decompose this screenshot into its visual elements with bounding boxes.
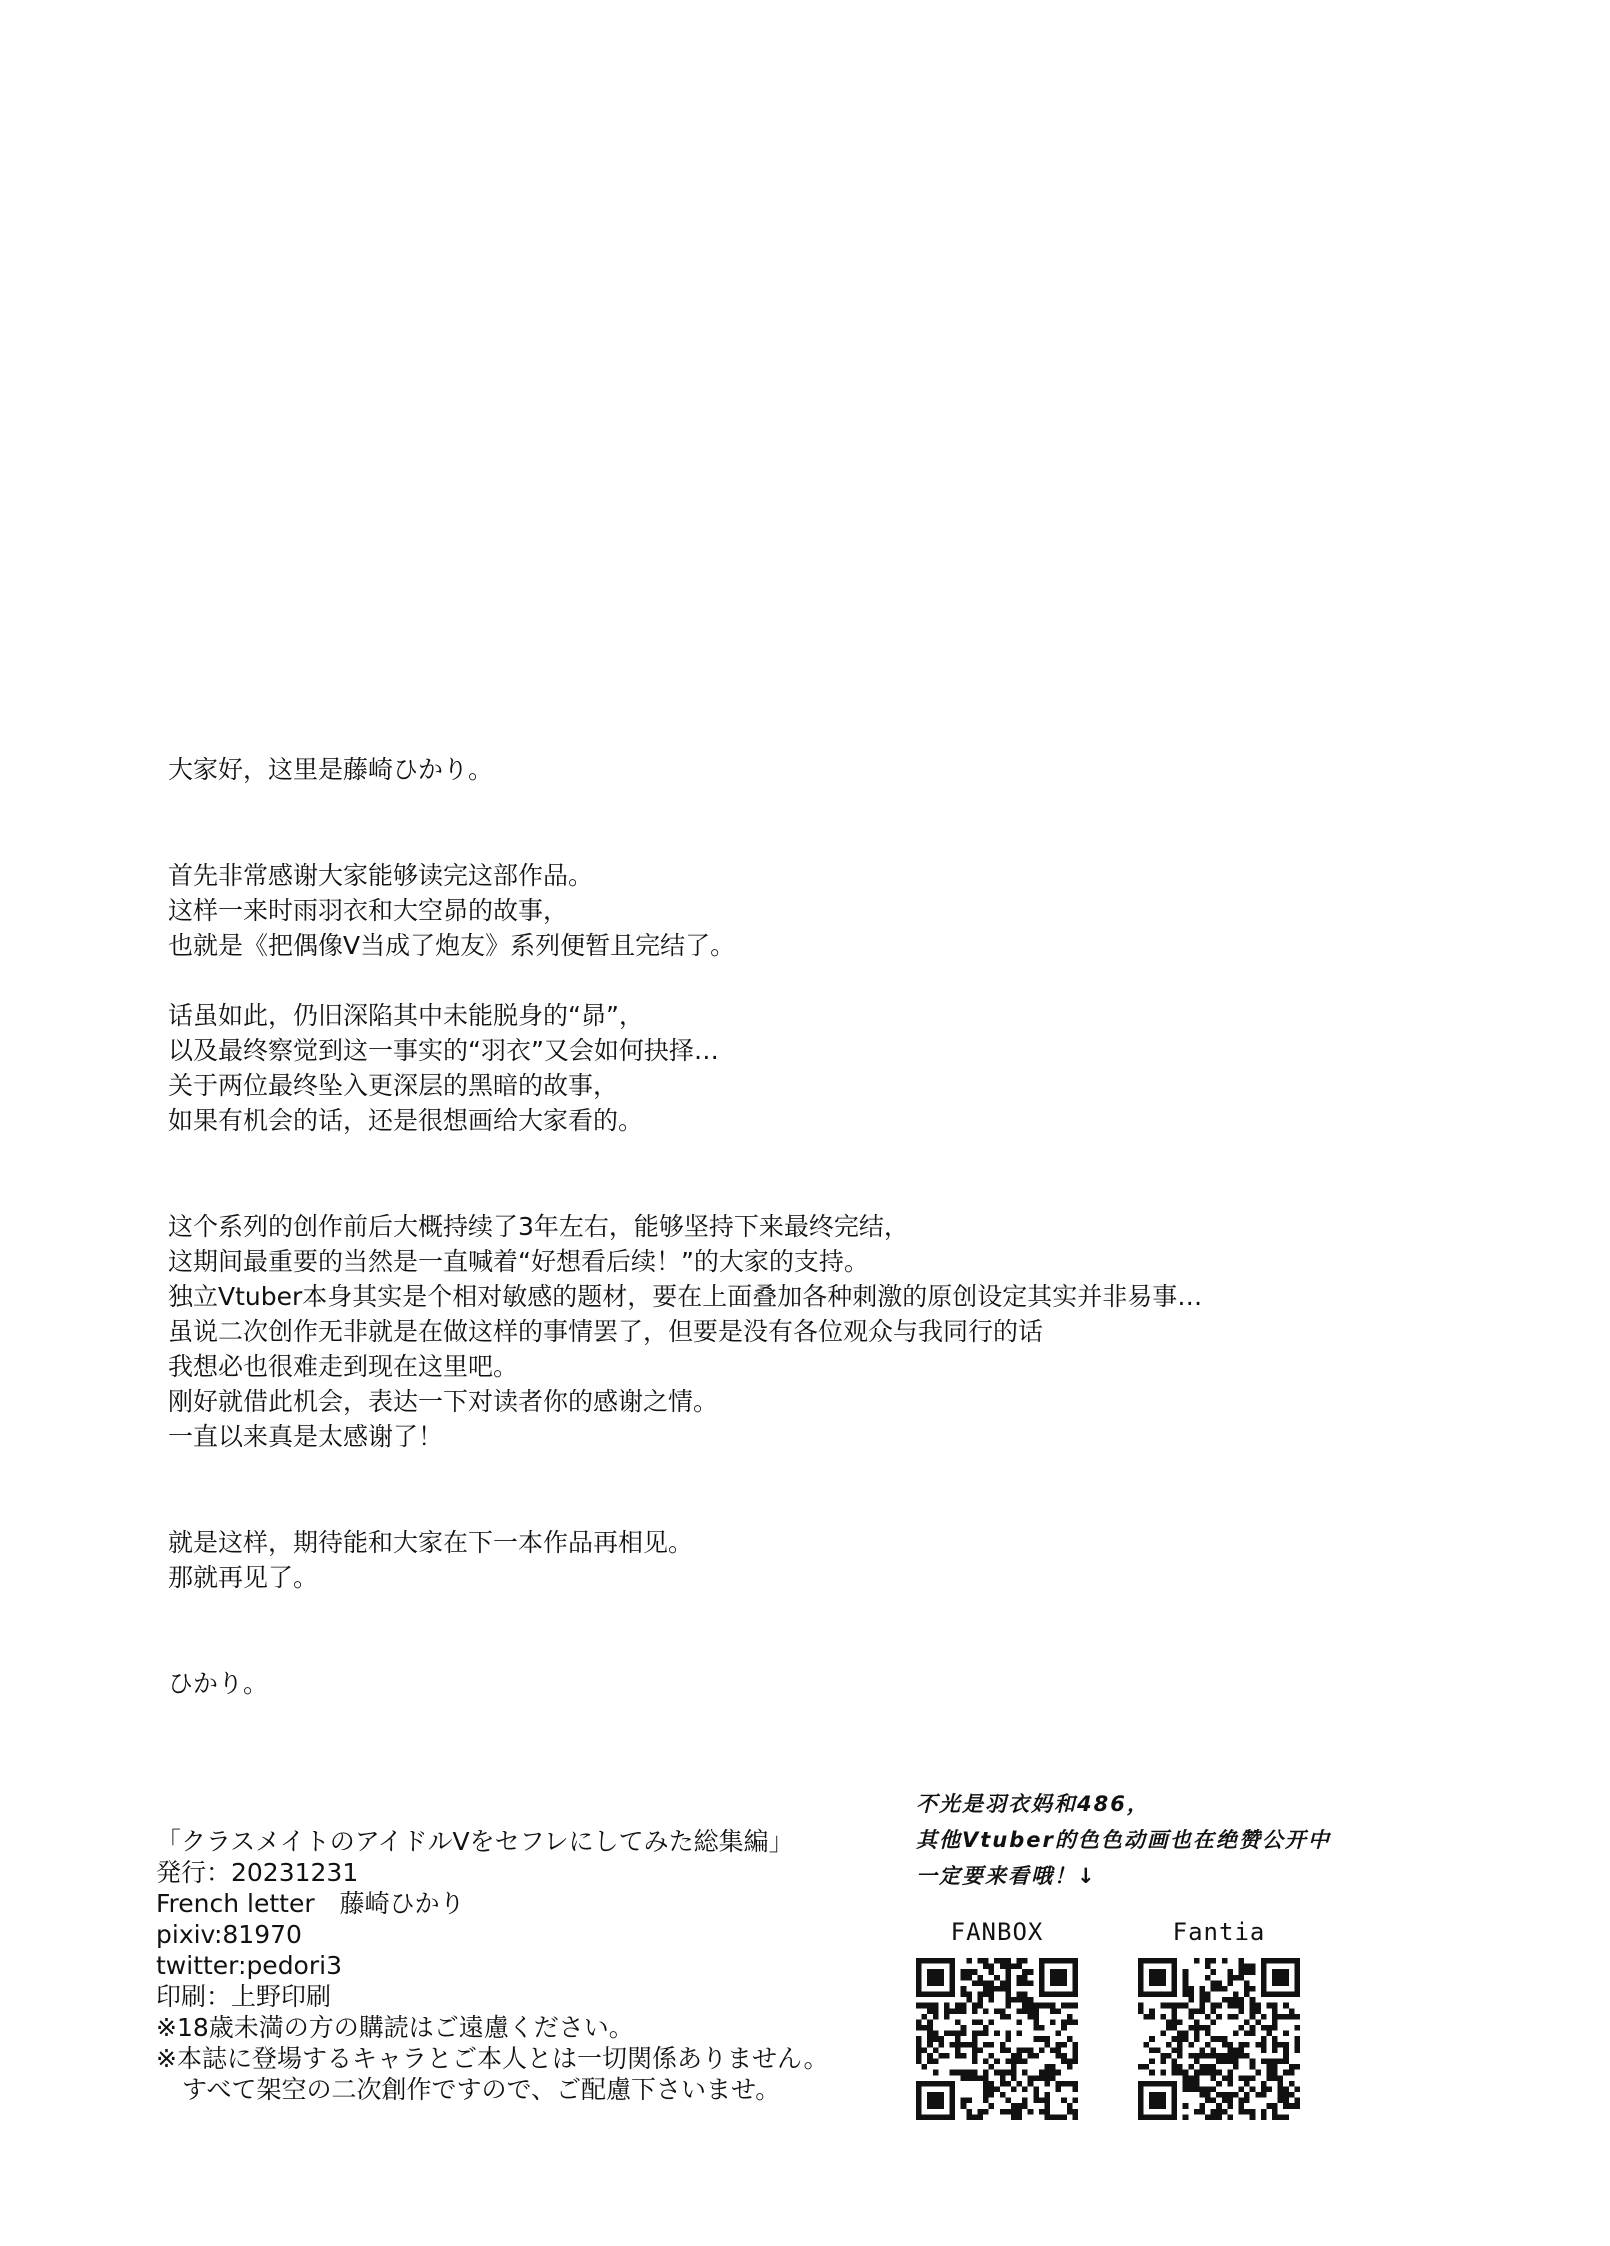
text-line: 首先非常感谢大家能够读完这部作品。 [168,861,594,890]
issue-date: 発行：20231231 [156,1858,359,1887]
text-line: 这样一来时雨羽衣和大空昴的故事， [168,896,569,925]
text-line: 如果有机会的话，还是很想画给大家看的。 [168,1106,644,1135]
paragraph-3 [168,1209,1368,1454]
text-line: 这个系列的创作前后大概持续了3年左右，能够坚持下来最终完结， [168,1212,909,1241]
text-line: 一直以来真是太感谢了！ [168,1422,444,1451]
text-line: 也就是《把偶像V当成了炮友》系列便暂且完结了。 [168,931,736,960]
paragraph-1 [168,858,1368,963]
promo-line: 不光是羽衣妈和486， [916,1792,1150,1816]
paragraph-2 [168,998,1368,1138]
promo-block [916,1786,1396,1946]
text-line: 那就再见了。 [168,1563,319,1592]
promo-line: 一定要来看哦！↓ [916,1864,1097,1888]
text-line: 虽说二次创作无非就是在做这样的事情罢了，但要是没有各位观众与我同行的话 [168,1317,1044,1346]
fantia-label: Fantia [1172,1918,1266,1946]
paragraph-4 [168,1525,1368,1595]
promo-line: 其他Vtuber的色色动画也在绝赞公开中 [916,1828,1331,1852]
fantia-qr-block [1138,1918,1300,2120]
age-notice: ※18歳未満の方の購読はご遠慮ください。 [156,2013,634,2042]
circle-name: French letter 藤崎ひかり [156,1889,465,1918]
text-line: 以及最终察觉到这一事实的“羽衣”又会如何抉择… [168,1036,719,1065]
text-line: 关于两位最终坠入更深层的黑暗的故事， [168,1071,619,1100]
signature: ひかり。 [168,1669,269,1698]
fanbox-qr-code[interactable] [916,1958,1078,2120]
fanbox-qr-block [916,1918,1078,2120]
pixiv-id: pixiv:81970 [156,1920,302,1949]
text-line: 刚好就借此机会，表达一下对读者你的感谢之情。 [168,1387,719,1416]
book-title: 「クラスメイトのアイドルVをセフレにしてみた総集編」 [156,1827,794,1856]
text-line: 我想必也很难走到现在这里吧。 [168,1352,519,1381]
afterword [168,752,1368,1701]
text-line: 这期间最重要的当然是一直喊着“好想看后续！”的大家的支持。 [168,1247,869,1276]
fantia-qr-code[interactable] [1138,1958,1300,2120]
fiction-notice-cont: すべて架空の二次創作ですので、ご配慮下さいませ。 [182,2075,781,2104]
text-line: 就是这样，期待能和大家在下一本作品再相见。 [168,1528,694,1557]
fanbox-label: FANBOX [950,1918,1044,1946]
greeting-line: 大家好，这里是藤崎ひかり。 [168,755,494,784]
fiction-notice: ※本誌に登場するキャラとご本人とは一切関係ありません。 [156,2044,829,2073]
text-line: 话虽如此，仍旧深陷其中未能脱身的“昴”， [168,1001,644,1030]
promo-text [916,1786,1396,1894]
twitter-handle: twitter:pedori3 [156,1951,342,1980]
text-line: 独立Vtuber本身其实是个相对敏感的题材，要在上面叠加各种刺激的原创设定其实并非易事… [168,1282,1203,1311]
printer: 印刷：上野印刷 [156,1982,332,2011]
colophon [156,1826,916,2105]
